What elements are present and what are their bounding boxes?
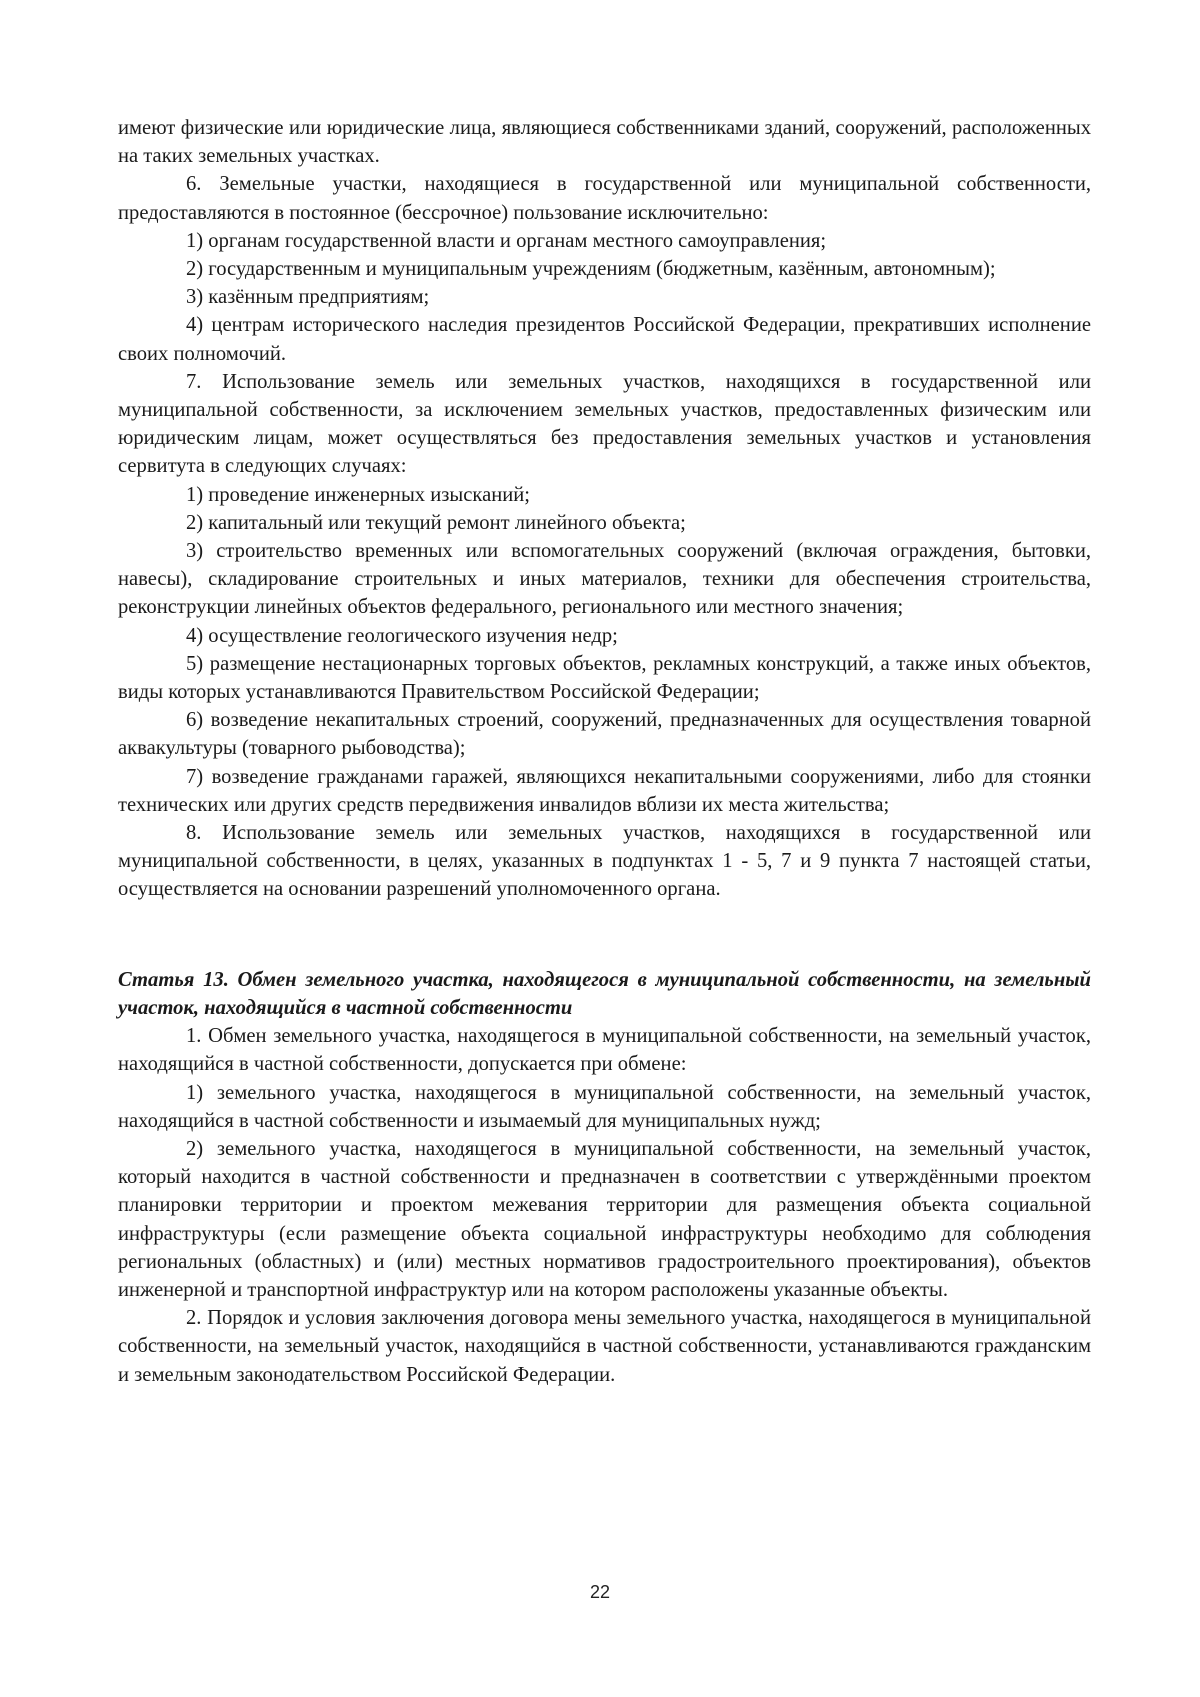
list-item-6-3: 3) казённым предприятиям; — [186, 286, 430, 309]
list-item-6-1: 1) органам государственной власти и органам местного самоуправления; — [186, 229, 827, 252]
page-number: 22 — [589, 1582, 611, 1602]
paragraph-continuation: имеют физические или юридические лица, являющиеся собственниками зданий, сооружений, расположенных на таких земельных участках. — [118, 117, 1091, 168]
article-13-heading: Статья 13. Обмен земельного участка, находящегося в муниципальной собственности, на земельный участок, находящийся в частной собственности — [118, 968, 1091, 1019]
list-item-7-5: 5) размещение нестационарных торговых объектов, рекламных конструкций, а также иных объектов, виды которых устанавливаются Правительством Российской Федерации; — [118, 652, 1091, 704]
page-body — [118, 114, 1091, 1389]
paragraph-point-8: 8. Использование земель или земельных участков, находящихся в государственной или муниципальной собственности, в целях, указанных в подпунктах 1 - 5, 7 и 9 пункта 7 настоящей статьи, осуществляется на основании разрешений уполномоченного органа. — [118, 822, 1091, 901]
article-13-point-2: 2. Порядок и условия заключения договора мены земельного участка, находящегося в муниципальной собственности, на земельный участок, находящийся в частной собственности, устанавливаются гражданским и земельным законодательством Российской Федерации. — [118, 1307, 1091, 1386]
list-item-7-2: 2) капитальный или текущий ремонт линейного объекта; — [186, 511, 686, 534]
list-item-7-1: 1) проведение инженерных изысканий; — [186, 483, 530, 506]
article-13-item-1: 1) земельного участка, находящегося в муниципальной собственности, на земельный участок, находящийся в частной собственности и изымаемый для муниципальных нужд; — [118, 1081, 1091, 1132]
paragraph-point-7: 7. Использование земель или земельных участков, находящихся в государственной или муниципальной собственности, за исключением земельных участков, предоставленных физическим или юридическим лицам, может осуществляться без предоставления земельных участков и установления сервитута в следующих случаях: — [118, 370, 1091, 478]
list-item-7-4: 4) осуществление геологического изучения недр; — [186, 624, 618, 647]
list-item-7-3: 3) строительство временных или вспомогательных сооружений (включая ограждения, бытовки, навесы), складирование строительных и иных материалов, техники для обеспечения строительства, реконструкции линейных объектов федерального, регионального или местного значения; — [118, 540, 1091, 619]
paragraph-point-6: 6. Земельные участки, находящиеся в государственной или муниципальной собственности, предоставляются в постоянное (бессрочное) пользование исключительно: — [118, 173, 1091, 224]
article-13-item-2: 2) земельного участка, находящегося в муниципальной собственности, на земельный участок, который находится в частной собственности и предназначен в соответствии с утверждёнными проектом планировки территории и проектом межевания территории для размещения объекта социальной инфраструктуры (если размещение объекта социальной инфраструктуры необходимо для соблюдения региональных (областных) и (или) местных нормативов градостроительного проектирования), объектов инженерной и транспортной инфраструктур или на котором расположены указанные объекты. — [118, 1137, 1091, 1301]
article-spacer — [118, 904, 1091, 966]
list-item-7-7: 7) возведение гражданами гаражей, являющихся некапитальными сооружениями, либо для стоянки технических или других средств передвижения инвалидов вблизи их места жительства; — [118, 765, 1091, 816]
list-item-7-6: 6) возведение некапитальных строений, сооружений, предназначенных для осуществления товарной аквакультуры (товарного рыбоводства); — [118, 709, 1091, 760]
article-13-point-1: 1. Обмен земельного участка, находящегося в муниципальной собственности, на земельный участок, находящийся в частной собственности, допускается при обмене: — [118, 1025, 1091, 1076]
list-item-6-4: 4) центрам исторического наследия президентов Российской Федерации, прекративших исполнение своих полномочий. — [118, 314, 1091, 365]
list-item-6-2: 2) государственным и муниципальным учреждениям (бюджетным, казённым, автономным); — [186, 258, 996, 281]
